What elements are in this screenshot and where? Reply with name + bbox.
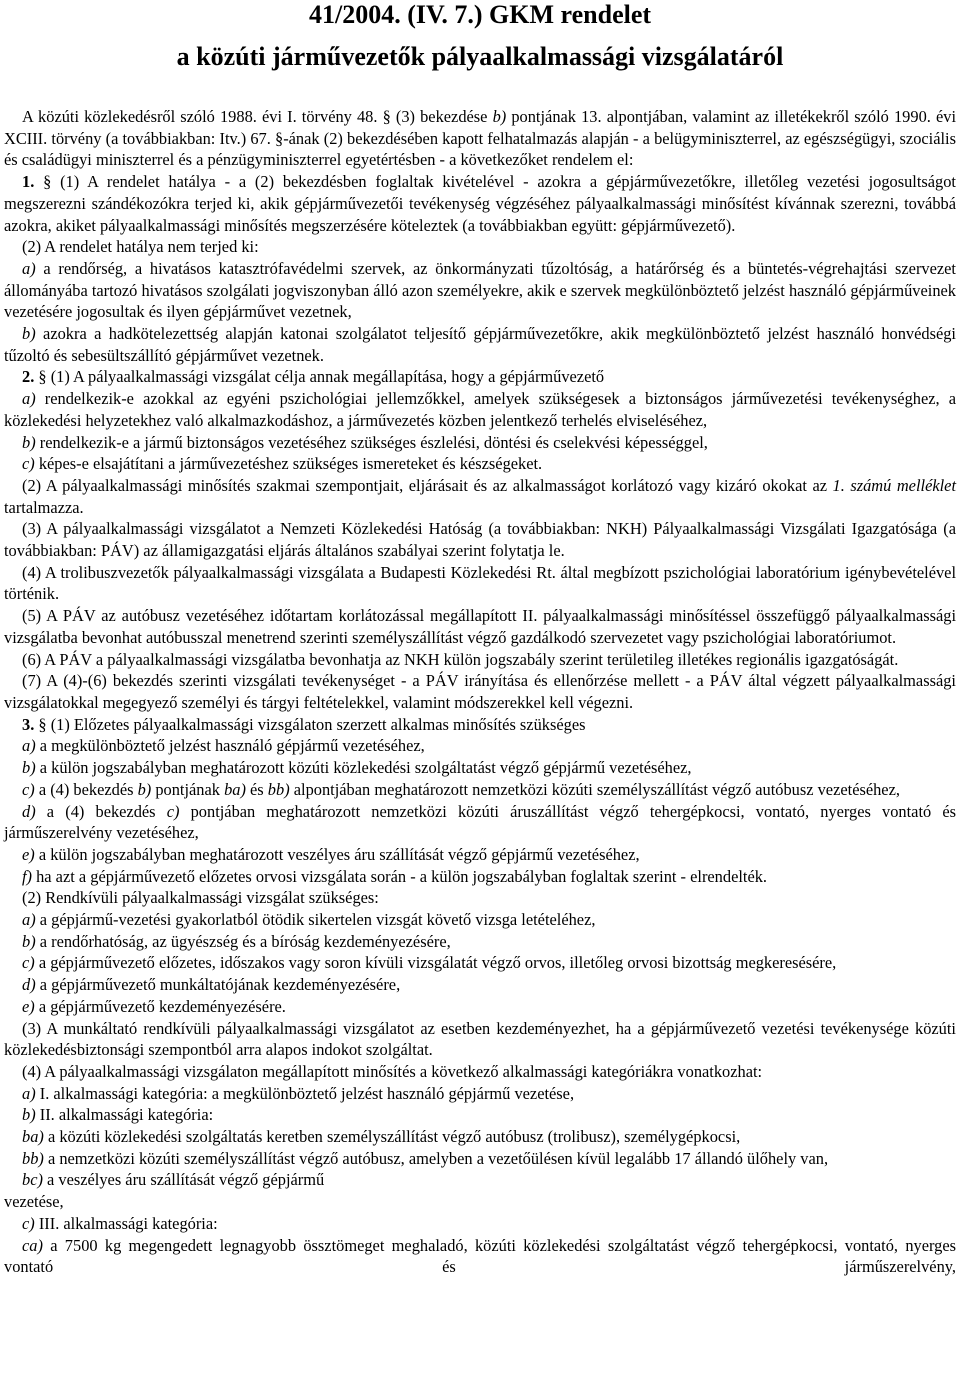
document-title: 41/2004. (IV. 7.) GKM rendelet <box>308 0 652 29</box>
italic-run: ba) <box>22 1127 44 1147</box>
section-3-1-item-b <box>4 757 956 779</box>
text-run: rendelkezik-e azokkal az egyéni pszichológiai jellemzőkkel, amelyek szükségesek a biztonságos járművezetési tevékenységhez, a közlekedési helyzetekhez való alkalmazkodáshoz, a járművezetés közben jelentkező terhelés elviseléséhez, <box>4 389 956 430</box>
text-run: pontjának <box>151 779 225 799</box>
text-run: (3) A munkáltató rendkívüli pályaalkalmassági vizsgálatot az esetben kezdeményezhet, ha a gépjárművezető vezetési tevékenysége közúti közlekedésbiztonsági szempontból arra alapos indokot szolgáltat. <box>4 1018 956 1060</box>
text-run: a közúti közlekedési szolgáltatás keretben személyszállítást végző autóbusz (trolibusz), személygépkocsi, <box>43 1127 741 1147</box>
italic-run: c) <box>22 779 35 799</box>
section-3-paragraph-1 <box>4 714 956 736</box>
italic-run: b) <box>137 779 152 799</box>
section-3-1-item-c <box>4 779 956 801</box>
section-1-paragraph-1 <box>4 171 956 236</box>
section-3-4-item-bb <box>4 1148 956 1170</box>
text-run: (2) A pályaalkalmassági minősítés szakmai szempontjait, eljárásait és az alkalmasságot korlátozó vagy kizáró okokat az <box>22 475 833 495</box>
section-3-1-item-f <box>4 866 956 888</box>
italic-run: b) <box>22 432 36 452</box>
text-run: a gépjárművezető előzetes, időszakos vagy soron kívüli vizsgálatát végző orvos, illetőleg orvosi bizottság megkeresésére, <box>34 953 837 973</box>
text-run: a 7500 kg megengedett legnagyobb össztömeget meghaladó, közúti közlekedési szolgáltatást végző tehergépkocsi, vontató, nyerges vontató és járműszerelvény, <box>4 1235 956 1277</box>
text-run: (2) A rendelet hatálya nem terjed ki: <box>22 237 259 257</box>
italic-run: bc) <box>22 1170 43 1190</box>
section-2-paragraph-2 <box>4 475 956 518</box>
italic-run: ba) <box>224 779 246 799</box>
text-run: a nemzetközi közúti személyszállítást végző autóbusz, amelyben a vezetőülésen kívül legalább 17 állandó ülőhely van, <box>43 1148 829 1168</box>
section-3-4-continuation <box>4 1191 956 1213</box>
text-run: pontjában meghatározott nemzetközi közúti áruszállítást végző tehergépkocsi, vontató, nyerges vontató és járműszerelvény vezetéséhez, <box>4 801 957 843</box>
text-run: a gépjárművezető kezdeményezésére. <box>34 996 286 1016</box>
text-run: vezetése, <box>4 1192 64 1212</box>
italic-run: a) <box>22 1083 36 1103</box>
section-2-paragraph-5 <box>4 605 956 648</box>
text-run: § (1) A rendelet hatálya - a (2) bekezdésben foglaltak kivételével - azokra a gépjárművezetőkre, illetőleg vezetési jogosultságot megszerezni szándékozókra terjed ki, akik gépjárművezetői tevékenység végzéséhez pályaalkalmassági minősítést kívánnak szerezni, továbbá azokra, akiket pályaalkalmassági minősítés megszerzésére köteleztek (a továbbiakban együtt: gépjárművezető). <box>4 172 956 235</box>
italic-run: b) <box>22 324 36 344</box>
bold-run: 1. <box>22 172 35 192</box>
italic-run: f) <box>22 866 33 886</box>
section-3-2-item-a <box>4 909 956 931</box>
section-2-item-a <box>4 388 956 431</box>
section-1-item-a <box>4 258 956 323</box>
bold-run: 3. <box>22 714 35 734</box>
italic-run: e) <box>22 844 35 864</box>
text-run: (6) A PÁV a pályaalkalmassági vizsgálatba bevonhatja az NKH külön jogszabály szerint területileg illetékes regionális igazgatóságát. <box>22 649 899 669</box>
text-run: a gépjármű-vezetési gyakorlatból ötödik sikertelen vizsgát követő vizsga letételéhez, <box>35 910 596 930</box>
text-run: a megkülönböztető jelzést használó gépjármű vezetéséhez, <box>35 736 425 756</box>
text-run: (4) A pályaalkalmassági vizsgálaton megállapított minősítés a következő alkalmassági kategóriákra vonatkozhat: <box>22 1061 763 1081</box>
section-3-2-item-c <box>4 952 956 974</box>
section-2-item-c <box>4 453 956 475</box>
italic-run: e) <box>22 996 35 1016</box>
text-run: (4) A trolibuszvezetők pályaalkalmassági vizsgálata a Budapesti Közlekedési Rt. által megbízott pszichológiai laboratórium igénybevételével történik. <box>4 562 956 604</box>
text-run: A közúti közlekedésről szóló 1988. évi I. törvény 48. § (3) bekezdése <box>22 107 493 126</box>
italic-run: b) <box>22 758 36 778</box>
text-run: a (4) bekezdés <box>35 801 167 821</box>
section-3-1-item-e <box>4 844 956 866</box>
section-1-item-b <box>4 323 956 366</box>
italic-run: b) <box>492 107 507 126</box>
italic-run: c) <box>22 454 35 474</box>
text-run: a veszélyes áru szállítását végző gépjármű <box>42 1170 325 1190</box>
section-3-1-item-d <box>4 801 956 844</box>
text-run: (3) A pályaalkalmassági vizsgálatot a Nemzeti Közlekedési Hatóság (a továbbiakban: NKH) Pályaalkalmassági Vizsgálati Igazgatósága (a továbbiakban: PÁV) az államigazgatási eljárás általános szabályai szerint folytatja le. <box>4 519 956 561</box>
section-3-4-item-b <box>4 1104 956 1126</box>
text-run: a külön jogszabályban meghatározott veszélyes áru szállítását végző gépjármű vezetéséhez, <box>34 844 640 864</box>
section-2-paragraph-1 <box>4 366 956 388</box>
section-3-1-item-a <box>4 735 956 757</box>
text-run: tartalmazza. <box>4 497 84 517</box>
section-3-4-item-bc <box>4 1169 956 1191</box>
italic-run: bb) <box>267 779 290 799</box>
text-run: pontjának 13. alpontjában, valamint az illetékekről szóló 1990. évi XCIII. törvény (a továbbiakban: Itv.) 67. §-ának (2) bekezdésében kapott felhatalmazás alapján - a belügyminiszterrel, az egészségügyi, szociális és családügyi miniszterrel és a pénzügyminiszterrel egyetértésben - a következőket rendelem el: <box>4 107 956 170</box>
italic-run: c) <box>22 1213 35 1233</box>
section-3-paragraph-3 <box>4 1018 956 1061</box>
italic-run: bb) <box>22 1148 44 1168</box>
text-run: (7) A (4)-(6) bekezdés szerinti vizsgálati tevékenységet - a PÁV irányítása és ellenőrzése mellett - a PÁV által végzett pályaalkalmassági vizsgálatokkal megegyező személyi és tárgyi feltételekkel, valamint módszerekkel kell végezni. <box>4 671 956 712</box>
document-body <box>4 106 956 1278</box>
section-3-paragraph-4 <box>4 1061 956 1083</box>
italic-run: ca) <box>22 1235 43 1255</box>
text-run: ha azt a gépjárművezető előzetes orvosi vizsgálata során - a külön jogszabályban foglaltak szerint - elrendelték. <box>32 866 768 886</box>
text-run: a rendőrség, a hivatásos katasztrófavédelmi szervek, az önkormányzati tűzoltóság, a határőrség és a büntetés-végrehajtási szervezet állományába tartozó hivatásos szolgálati jogviszonyban álló azon személyekre, akik e szervek megkülönböztető jelzést használó gépjárműveinek vezetésére jogosultak és ilyen gépjárművet vezetnek, <box>4 258 956 322</box>
text-run: I. alkalmassági kategória: a megkülönböztető jelzést használó gépjármű vezetése, <box>35 1083 575 1103</box>
text-run: § (1) A pályaalkalmassági vizsgálat célja annak megállapítása, hogy a gépjárművezető <box>34 367 605 387</box>
section-3-4-item-c <box>4 1213 956 1235</box>
section-3-4-item-ca <box>4 1235 956 1278</box>
text-run: II. alkalmassági kategória: <box>35 1105 214 1125</box>
section-3-4-item-a <box>4 1083 956 1105</box>
italic-run: c) <box>22 953 35 973</box>
text-run: azokra a hadkötelezettség alapján katonai szolgálatot teljesítő gépjárművezetőkre, akik megkülönböztető jelzést használó honvédségi tűzoltó és sebesültszállító gépjárművet vezetnek. <box>4 324 956 365</box>
text-run: a rendőrhatóság, az ügyészség és a bíróság kezdeményezésére, <box>35 931 451 951</box>
italic-run: a) <box>22 736 36 756</box>
section-1-paragraph-2 <box>4 236 956 258</box>
text-run: (2) Rendkívüli pályaalkalmassági vizsgálat szükséges: <box>22 888 379 908</box>
italic-run: b) <box>22 1105 36 1125</box>
section-3-2-item-e <box>4 996 956 1018</box>
italic-run: d) <box>22 801 36 821</box>
italic-run: b) <box>22 931 36 951</box>
text-run: rendelkezik-e a jármű biztonságos vezetéséhez szükséges észlelési, döntési és cselekvési képességgel, <box>35 432 708 452</box>
section-2-paragraph-7 <box>4 670 956 713</box>
italic-run: a) <box>22 389 36 409</box>
text-run: és <box>245 779 268 799</box>
text-run: a (4) bekezdés <box>34 779 138 799</box>
text-run: III. alkalmassági kategória: <box>34 1213 218 1233</box>
italic-run: a) <box>22 910 36 930</box>
italic-run: a) <box>22 258 36 278</box>
text-run: § (1) Előzetes pályaalkalmassági vizsgálaton szerzett alkalmas minősítés szükséges <box>34 714 586 734</box>
text-run: alpontjában meghatározott nemzetközi közúti személyszállítást végző autóbusz vezetéséhez, <box>289 779 900 799</box>
bold-run: 2. <box>22 367 35 387</box>
section-3-paragraph-2 <box>4 887 956 909</box>
text-run: a gépjárművezető munkáltatójának kezdeményezésére, <box>35 975 401 995</box>
italic-run: 1. számú melléklet <box>832 475 956 495</box>
section-3-2-item-b <box>4 931 956 953</box>
text-run: (5) A PÁV az autóbusz vezetéséhez időtartam korlátozással megállapított II. pályaalkalmassági minősítéssel összefüggő pályaalkalmassági vizsgálatba bevonhat autóbusszal menetrend szerinti személyszállítást végző gazdálkodó szervezetet vagy pszichológiai laboratóriumot. <box>4 606 956 647</box>
italic-run: c) <box>166 801 180 821</box>
text-run: képes-e elsajátítani a járművezetéshez szükséges ismereteket és készségeket. <box>34 454 543 474</box>
section-2-paragraph-6 <box>4 649 956 671</box>
section-3-2-item-d <box>4 974 956 996</box>
section-2-item-b <box>4 432 956 454</box>
italic-run: d) <box>22 975 36 995</box>
section-2-paragraph-3 <box>4 518 956 561</box>
preamble-paragraph <box>4 106 956 171</box>
section-3-4-item-ba <box>4 1126 956 1148</box>
section-2-paragraph-4 <box>4 562 956 605</box>
document-subtitle: a közúti járművezetők pályaalkalmassági vizsgálatáról <box>176 42 784 71</box>
text-run: a külön jogszabályban meghatározott közúti közlekedési szolgáltatást végző gépjármű vezetéséhez, <box>35 758 692 778</box>
